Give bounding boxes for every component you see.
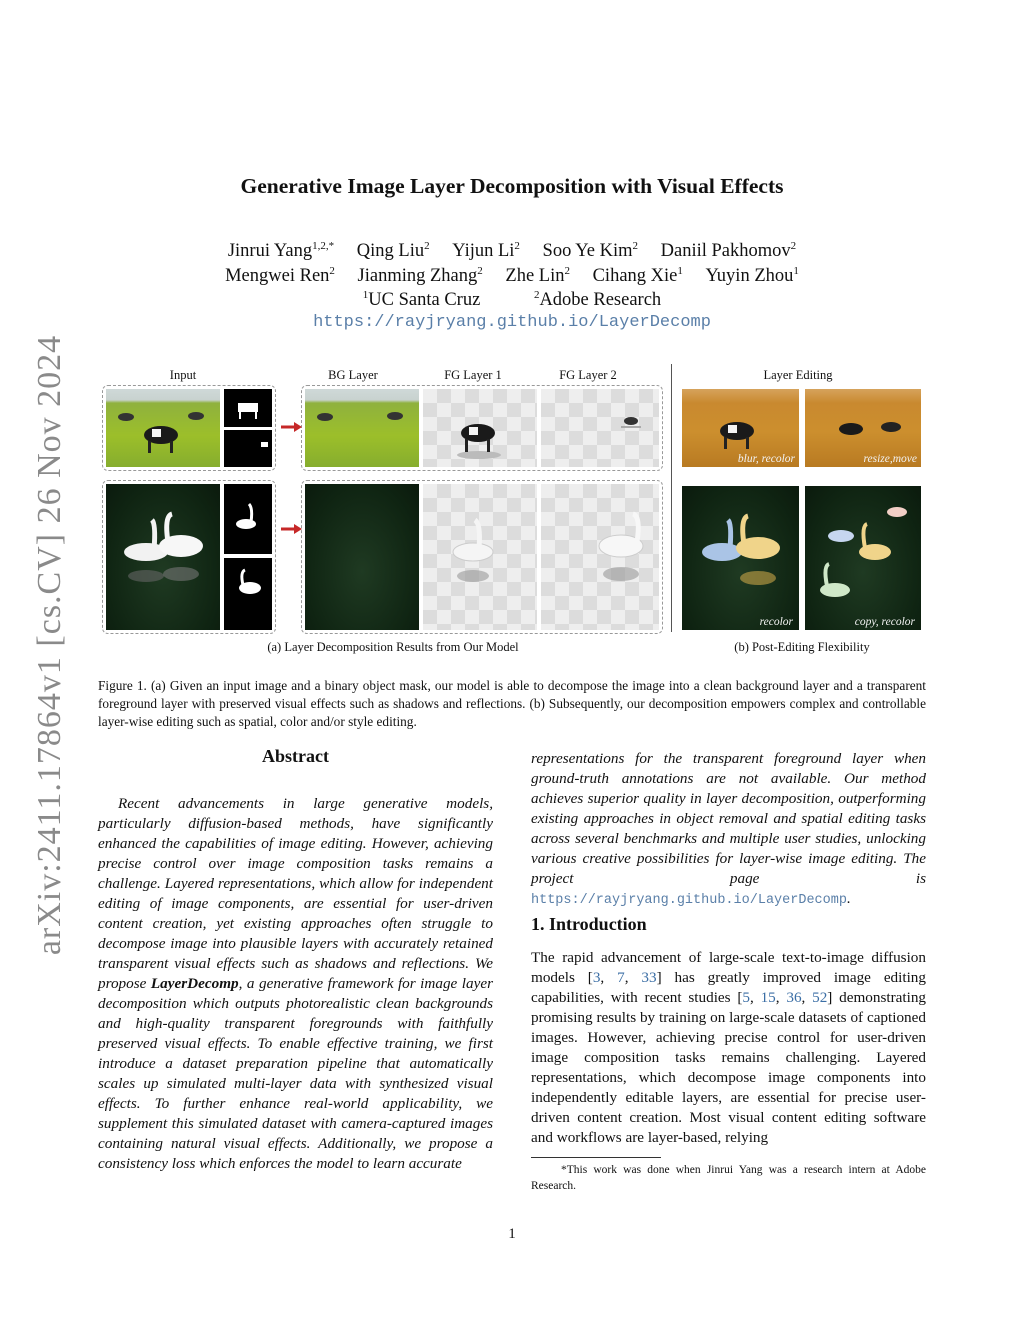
swan-icon [106,484,220,630]
intro-heading: 1. Introduction [531,914,647,934]
swan-mask-icon [224,558,272,630]
author: Jianming Zhang$^2$ [357,265,483,287]
label-bg-layer: BG Layer [328,368,378,382]
author: Qing Liu$^2$ [356,240,430,262]
affiliations [0,289,1024,311]
fg-layer-1-swan-image [423,484,537,630]
bg-layer-swan-image [305,484,419,630]
citation[interactable]: 3 [592,969,601,986]
fg-layer-1-cow-image [423,389,537,467]
edit-caption-4: copy, recolor [854,616,915,628]
input-cow-image [106,389,220,467]
label-fg-layer-1: FG Layer 1 [444,368,502,382]
label-layer-editing: Layer Editing [763,368,833,382]
arxiv-stamp-text: arXiv:2411.17864v1 [cs.CV] 26 Nov 2024 [31,334,68,956]
affiliation: $^2$Adobe Research [533,289,662,311]
author: Cihang Xie$^1$ [592,265,683,287]
swan-icon [423,484,537,630]
mask-cow-2 [224,430,272,467]
mask-swan-2 [224,558,272,630]
author: Soo Ye Kim$^2$ [542,240,639,262]
authors-line-2 [0,265,1024,287]
edit-resize-move-image [805,389,921,467]
swan-icon [682,486,799,630]
arxiv-stamp [20,334,80,956]
project-page-link[interactable]: https://rayjryang.github.io/LayerDecomp [531,893,847,908]
figure-1 [98,362,928,662]
edit-caption-1: blur, recolor [737,453,795,465]
cow-icon [423,389,537,467]
fg-layer-2-swan-image [541,484,659,630]
arrow-icon [279,522,303,536]
citation[interactable]: 33 [641,969,657,986]
abstract-heading: Abstract [262,746,329,766]
footnote-rule [531,1157,661,1158]
method-name: LayerDecomp [150,975,239,992]
author: Mengwei Ren$^2$ [225,265,335,287]
mask-swan-1 [224,484,272,554]
label-input: Input [169,368,197,382]
affiliation: $^1$UC Santa Cruz [362,289,481,311]
cow-icon [541,389,659,467]
project-url-link[interactable]: https://rayjryang.github.io/LayerDecomp [313,313,711,332]
footnote: *This work was done when Jinrui Yang was a research intern at Adobe Research. [531,1164,926,1192]
bg-layer-cow-image [305,389,419,467]
figure-caption: Figure 1. (a) Given an input image and a binary object mask, our model is able to decompose the image into a clean background layer and a transparent foreground layer with preserved visual effects such as shadows and reflections. (b) Subsequently, our decomposition empowers complex and controllable layer-wise editing such as spatial, color and/or style editing. [98,678,926,729]
author: Jinrui Yang$^{1,2,*}$ [227,240,335,262]
fg-layer-2-cow-image [541,389,659,467]
citation[interactable]: 5 [742,989,750,1006]
edit-caption-3: recolor [759,616,793,628]
author: Yijun Li$^2$ [452,240,520,262]
input-swan-image [106,484,220,630]
paper-title: Generative Image Layer Decomposition with Visual Effects [240,174,784,198]
abstract-text-right: representations for the transparent foreground layer when ground-truth annotations are not available. Our method achieves superior quality in layer decomposition, outperforming existing approaches in object removal and spatial editing tasks across several benchmarks and multiple user studies, unlocking various creative possibilities for layer-wise image editing. The project page is https://rayjryang.github.io/LayerDecomp. [531,750,926,908]
edit-copy-recolor-image [805,486,921,630]
edit-caption-2: resize,move [863,453,917,465]
citation[interactable]: 7 [617,969,625,986]
cow-icon [106,389,220,467]
arrow-icon [279,420,303,434]
swan-mask-icon [224,484,272,554]
subcaption-b: (b) Post-Editing Flexibility [734,640,870,654]
authors-line-1 [0,240,1024,262]
citation[interactable]: 36 [786,989,802,1006]
author: Yuyin Zhou$^1$ [705,265,799,287]
citation[interactable]: 52 [812,989,828,1006]
figure-divider [671,364,672,632]
subcaption-a: (a) Layer Decomposition Results from Our Model [267,640,519,654]
label-fg-layer-2: FG Layer 2 [559,368,617,382]
swan-icon [541,484,659,630]
page-number: 1 [508,1226,516,1242]
abstract-text-left: Recent advancements in large generative models, particularly diffusion-based methods, have significantly enhanced the capabilities of image editing. However, achieving precise control over image composition tasks remains a challenge. Layered representations, which allow for independent editing of image components, are essential for user-driven content creation, yet existing approaches often struggle to decompose image into plausible layers with accurately retained transparent visual effects such as shadows and reflections. We propose LayerDecomp, a generative framework for image layer decomposition which outputs photorealistic clean backgrounds and high-quality transparent foregrounds with faithfully preserved visual effects. To enable effective training, we first introduce a dataset preparation pipeline that automatically scales up simulated multi-layer data with synthesized visual effects. To further enhance real-world applicability, we supplement this simulated dataset with camera-captured images containing natural visual effects. Additionally, we propose a consistency loss which enforces the model to learn accurate [98,795,494,1172]
edit-blur-recolor-image [682,389,799,467]
mask-cow-1 [224,389,272,427]
author: Zhe Lin$^2$ [505,265,570,287]
intro-text: The rapid advancement of large-scale text-to-image diffusion models [3, 7, 33] has greatly improved image editing capabilities, with recent studies [5, 15, 36, 52] demonstrating promising results by training on large-scale datasets of captioned images. However, achieving precise control for user-driven image composition tasks remains challenging. Layered representations, which decompose image components into independently editable layers, are essential for precise user-driven content creation. Most visual content editing software and workflows are layer-based, relying [531,949,927,1146]
edit-recolor-image [682,486,799,630]
cow-mask-icon [224,430,272,467]
cow-icon [305,389,419,467]
cow-mask-icon [224,389,272,427]
citation[interactable]: 15 [760,989,776,1006]
author: Daniil Pakhomov$^2$ [660,240,797,262]
swan-icon [805,486,921,630]
